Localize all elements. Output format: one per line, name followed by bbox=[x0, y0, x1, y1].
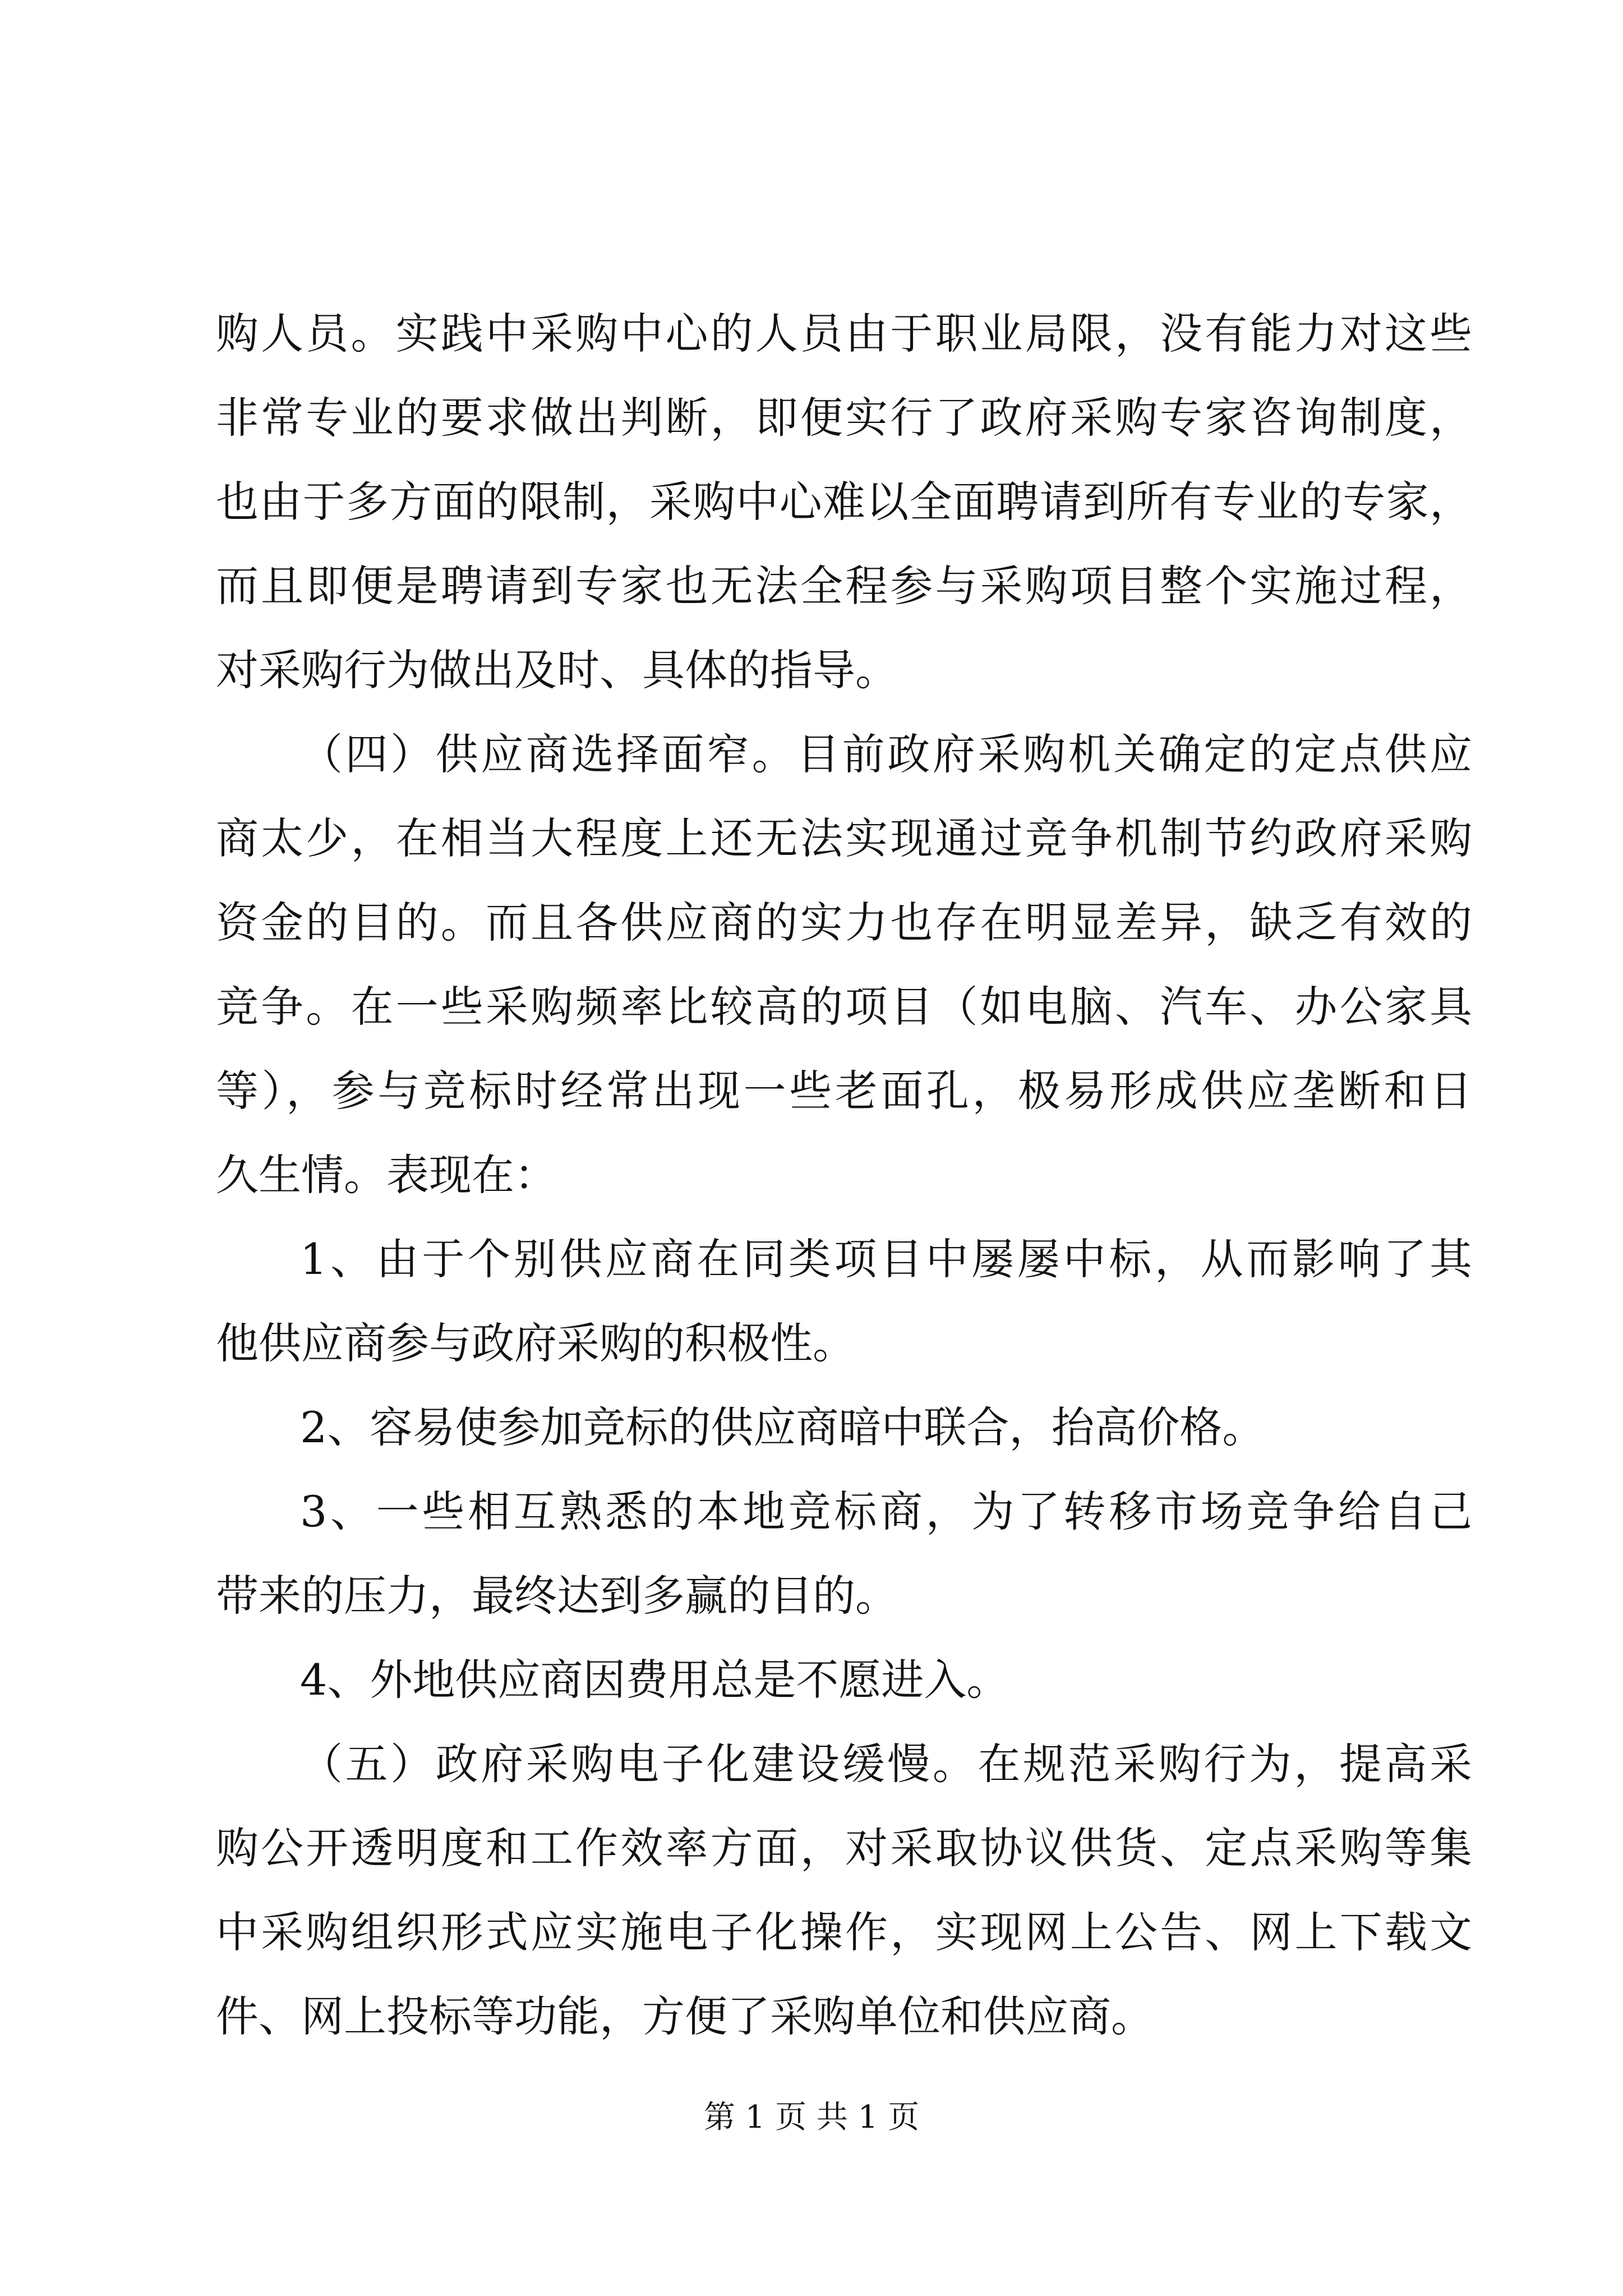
paragraph-line: 非常专业的要求做出判断，即便实行了政府采购专家咨询制度， bbox=[216, 393, 1472, 443]
paragraph-line: 而且即便是聘请到专家也无法全程参与采购项目整个实施过程， bbox=[216, 561, 1472, 611]
paragraph-line: 久生情。表现在： bbox=[216, 1150, 557, 1200]
paragraph-line: 等），参与竞标时经常出现一些老面孔，极易形成供应垄断和日 bbox=[216, 1066, 1472, 1116]
paragraph-line: （四）供应商选择面窄。目前政府采购机关确定的定点供应 bbox=[300, 729, 1472, 779]
list-item-line: 4、外地供应商因费用总是不愿进入。 bbox=[300, 1655, 1009, 1705]
page-footer: 第 1 页 共 1 页 bbox=[703, 2099, 920, 2136]
paragraph-line: 竞争。在一些采购频率比较高的项目（如电脑、汽车、办公家具 bbox=[216, 982, 1472, 1032]
paragraph-line: 件、网上投标等功能，方便了采购单位和供应商。 bbox=[216, 1991, 1154, 2041]
paragraph-line: 中采购组织形式应实施电子化操作，实现网上公告、网上下载文 bbox=[216, 1907, 1472, 1957]
paragraph-line: 商太少，在相当大程度上还无法实现通过竞争机制节约政府采购 bbox=[216, 813, 1472, 863]
paragraph-line: （五）政府采购电子化建设缓慢。在规范采购行为，提高采 bbox=[300, 1739, 1472, 1789]
paragraph-line: 购人员。实践中采购中心的人员由于职业局限，没有能力对这些 bbox=[216, 309, 1472, 358]
list-item-line: 他供应商参与政府采购的积极性。 bbox=[216, 1318, 855, 1368]
list-item-line: 1、由于个别供应商在同类项目中屡屡中标，从而影响了其 bbox=[300, 1234, 1472, 1284]
paragraph-line: 购公开透明度和工作效率方面，对采取协议供货、定点采购等集 bbox=[216, 1823, 1472, 1873]
list-item-line: 带来的压力，最终达到多赢的目的。 bbox=[216, 1571, 898, 1621]
paragraph-line: 资金的目的。而且各供应商的实力也存在明显差异，缺乏有效的 bbox=[216, 898, 1472, 947]
list-item-line: 3、一些相互熟悉的本地竞标商，为了转移市场竞争给自己 bbox=[300, 1487, 1472, 1536]
paragraph-line: 对采购行为做出及时、具体的指导。 bbox=[216, 645, 898, 695]
paragraph-line: 也由于多方面的限制，采购中心难以全面聘请到所有专业的专家， bbox=[216, 477, 1472, 527]
list-item-line: 2、容易使参加竞标的供应商暗中联合，抬高价格。 bbox=[300, 1402, 1265, 1452]
